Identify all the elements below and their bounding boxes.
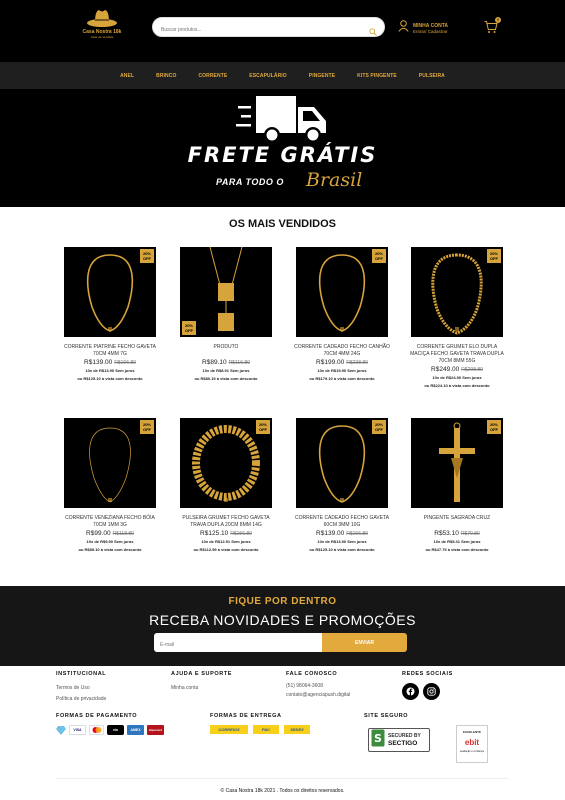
diamond-icon bbox=[56, 725, 66, 735]
product-installments: 10x de R$19.90 Sem juros bbox=[317, 368, 367, 373]
newsletter-submit-button[interactable]: ENVIAR bbox=[322, 633, 407, 652]
sectigo-line2: SECTIGO bbox=[388, 740, 418, 747]
facebook-icon[interactable] bbox=[402, 683, 419, 700]
account-subtitle: Entrar/ Cadastrar bbox=[413, 28, 448, 34]
nav-item-brinco[interactable]: BRINCO bbox=[156, 72, 177, 79]
product-cash-price: ou R$89.10 à vista com desconto bbox=[78, 547, 142, 552]
product-name[interactable]: CORRENTE CADEADO FECHO CANHÃO 70CM 4MM 24G bbox=[294, 344, 390, 357]
product-price-row bbox=[292, 530, 392, 537]
product-old-price: R$118.80 bbox=[112, 531, 134, 537]
product-price-row bbox=[60, 530, 160, 537]
site-footer bbox=[0, 666, 565, 800]
newsletter-section bbox=[0, 586, 565, 666]
footer-link-minha-conta[interactable]: Minha conta bbox=[171, 685, 199, 691]
product-image[interactable] bbox=[64, 247, 156, 337]
product-installments: 10x de R$9.90 Sem juros bbox=[86, 539, 134, 544]
product-grid bbox=[0, 247, 565, 582]
newsletter-headline: RECEBA NOVIDADES E PROMOÇÕES bbox=[149, 612, 416, 628]
ebit-seal[interactable] bbox=[456, 725, 488, 763]
footer-pagamento-title: FORMAS DE PAGAMENTO bbox=[56, 713, 138, 719]
product-price: R$89.10 bbox=[202, 359, 227, 366]
nav-item-pulseira[interactable]: PULSEIRA bbox=[418, 72, 445, 79]
product-card[interactable] bbox=[292, 418, 392, 552]
payment-amex: AMEX bbox=[127, 725, 144, 735]
product-image[interactable] bbox=[411, 247, 503, 337]
instagram-icon[interactable] bbox=[423, 683, 440, 700]
footer-phone: (51) 98064-3608 bbox=[286, 683, 323, 689]
ebit-logo: ebit bbox=[464, 738, 480, 747]
ebit-top: EXCELENTE bbox=[462, 730, 481, 734]
footer-ajuda-title: AJUDA E SUPORTE bbox=[171, 671, 233, 677]
product-image[interactable] bbox=[296, 247, 388, 337]
product-image[interactable] bbox=[411, 418, 503, 508]
newsletter-email-field bbox=[154, 633, 322, 652]
product-installments: 10x de R$12.51 Sem juros bbox=[201, 539, 251, 544]
discount-badge: 20% OFF bbox=[182, 321, 196, 335]
banner-subtitle: PARA TODO O bbox=[216, 177, 284, 187]
product-price: R$139.00 bbox=[84, 359, 113, 366]
nav-item-kits-pingente[interactable]: KITS PINGENTE bbox=[357, 72, 397, 79]
product-installments: 10x de R$13.90 Sem juros bbox=[85, 368, 135, 373]
product-cash-price: ou R$224.10 à vista com desconto bbox=[424, 383, 490, 388]
product-price-row bbox=[292, 359, 392, 366]
svg-text:S: S bbox=[374, 731, 382, 745]
search-icon[interactable] bbox=[369, 23, 377, 31]
product-old-price: R$156.80 bbox=[230, 531, 252, 537]
product-card[interactable] bbox=[407, 247, 507, 388]
product-cash-price: ou R$47.79 à vista com desconto bbox=[425, 547, 489, 552]
social-links bbox=[402, 683, 440, 700]
footer-email-link[interactable]: contato@agenciapush.digital bbox=[286, 692, 351, 698]
product-card[interactable] bbox=[407, 418, 507, 552]
cart-count-badge: 0 bbox=[496, 17, 500, 22]
product-old-price: R$298.80 bbox=[461, 367, 483, 373]
product-installments: 10x de R$8.91 Sem juros bbox=[202, 368, 250, 373]
account-link[interactable] bbox=[398, 19, 448, 37]
product-card[interactable] bbox=[60, 247, 160, 381]
banner-script-word: Brasil bbox=[306, 169, 363, 191]
footer-entrega-title: FORMAS DE ENTREGA bbox=[210, 713, 282, 719]
product-price: R$99.00 bbox=[86, 530, 111, 537]
cart-icon bbox=[484, 21, 498, 38]
nav-item-anel[interactable]: ANEL bbox=[120, 72, 135, 79]
newsletter-email-input[interactable] bbox=[154, 636, 322, 655]
logo-tagline: Joias de Verdade bbox=[90, 35, 114, 39]
product-image[interactable] bbox=[296, 418, 388, 508]
discount-badge: 20% OFF bbox=[256, 420, 270, 434]
product-name[interactable]: CORRENTE CADEADO FECHO GAVETA 60CM 3MM 10G bbox=[295, 515, 389, 528]
free-shipping-banner[interactable] bbox=[0, 89, 565, 207]
brand-logo[interactable] bbox=[80, 6, 124, 58]
nav-item-pingente[interactable]: PINGENTE bbox=[308, 72, 336, 79]
cowboy-hat-icon bbox=[86, 6, 118, 28]
product-name[interactable]: CORRENTE GRUMET ELO DUPLA MACIÇA FECHO GAVETA TRAVA DUPLA 70CM 8MM 55G bbox=[410, 344, 504, 364]
search-bar bbox=[152, 17, 385, 37]
shipping-correios: CORREIOS bbox=[210, 725, 248, 734]
product-price-row bbox=[407, 530, 507, 537]
product-price: R$125.10 bbox=[200, 530, 229, 537]
category-nav bbox=[0, 62, 565, 89]
site-header bbox=[0, 0, 565, 62]
product-card[interactable] bbox=[176, 247, 276, 381]
payment-methods bbox=[56, 725, 164, 735]
product-old-price: R$238.80 bbox=[346, 360, 368, 366]
logo-brand-text: Casa Nostra 18k bbox=[82, 29, 122, 35]
user-icon bbox=[398, 19, 409, 37]
product-image[interactable] bbox=[180, 418, 272, 508]
sectigo-shield-icon bbox=[371, 729, 385, 752]
nav-item-corrente[interactable]: CORRENTE bbox=[198, 72, 228, 79]
discount-badge: 20% OFF bbox=[372, 249, 386, 263]
shipping-sedex: SEDEX bbox=[284, 725, 310, 734]
copyright: © Casa Nostra 18k 2021 . Todos os direitos reservados. bbox=[220, 788, 345, 794]
mastercard-icon bbox=[89, 725, 104, 735]
product-name[interactable]: PULSEIRA GRUMET FECHO GAVETA TRAVA DUPLA 20CM 8MM 14G bbox=[182, 515, 270, 528]
newsletter-kicker: FIQUE POR DENTRO bbox=[228, 596, 337, 607]
best-sellers-title: OS MAIS VENDIDOS bbox=[229, 218, 336, 230]
product-price-row bbox=[176, 530, 276, 537]
product-card[interactable] bbox=[60, 418, 160, 552]
discount-badge: 20% OFF bbox=[487, 249, 501, 263]
discount-badge: 20% OFF bbox=[140, 249, 154, 263]
product-name[interactable]: PINGENTE SAGRADA CRUZ bbox=[423, 515, 491, 521]
payment-hipercard: Hipercard bbox=[147, 725, 164, 735]
product-name[interactable]: CORRENTE VENEZIANA FECHO BÓIA 70CM 1MM 3G bbox=[65, 515, 155, 528]
product-card[interactable] bbox=[176, 418, 276, 552]
product-name[interactable]: PRODUTO bbox=[213, 344, 239, 350]
product-name[interactable]: CORRENTE PIATRINE FECHO GAVETA 70CM 4MM 7G bbox=[64, 344, 156, 357]
shipping-methods bbox=[210, 725, 310, 734]
product-image[interactable] bbox=[180, 247, 272, 337]
product-old-price: R$166.80 bbox=[346, 531, 368, 537]
product-old-price: R$70.80 bbox=[460, 531, 480, 537]
product-price-row bbox=[407, 366, 507, 373]
discount-badge: 20% OFF bbox=[487, 420, 501, 434]
product-installments: 10x de R$5.31 Sem juros bbox=[433, 539, 481, 544]
footer-link-termos[interactable]: Termos de Uso bbox=[56, 685, 90, 691]
product-installments: 10x de R$24.90 Sem juros bbox=[432, 375, 482, 380]
product-cash-price: ou R$125.10 à vista com desconto bbox=[309, 547, 375, 552]
product-image[interactable] bbox=[64, 418, 156, 508]
nav-item-escapulario[interactable]: ESCAPULÁRIO bbox=[249, 72, 287, 79]
product-old-price: R$116.80 bbox=[228, 360, 250, 366]
discount-badge: 20% OFF bbox=[140, 420, 154, 434]
product-card[interactable] bbox=[292, 247, 392, 381]
product-cash-price: ou R$80.19 à vista com desconto bbox=[194, 376, 258, 381]
truck-icon bbox=[236, 93, 331, 145]
product-cash-price: ou R$125.10 à vista com desconto bbox=[77, 376, 143, 381]
payment-elo: elo bbox=[107, 725, 124, 735]
ebit-bottom: avaliação e confiança bbox=[459, 750, 485, 753]
product-price: R$139.00 bbox=[316, 530, 345, 537]
sectigo-line1: SECURED BY bbox=[388, 733, 421, 739]
product-price: R$53.10 bbox=[434, 530, 459, 537]
banner-title: FRETE GRÁTIS bbox=[187, 143, 378, 167]
product-cash-price: ou R$179.10 à vista com desconto bbox=[309, 376, 375, 381]
footer-redes-title: REDES SOCIAIS bbox=[402, 671, 453, 677]
footer-link-privacidade[interactable]: Política de privacidade bbox=[56, 696, 107, 702]
sectigo-seal[interactable] bbox=[368, 728, 430, 752]
product-price-row bbox=[176, 359, 276, 366]
footer-institucional-title: INSTITUCIONAL bbox=[56, 671, 107, 677]
account-title: MINHA CONTA bbox=[413, 22, 448, 29]
product-cash-price: ou R$112.59 à vista com desconto bbox=[193, 547, 259, 552]
product-old-price: R$166.80 bbox=[114, 360, 136, 366]
footer-contato-title: FALE CONOSCO bbox=[286, 671, 338, 677]
product-installments: 10x de R$13.90 Sem juros bbox=[317, 539, 367, 544]
footer-divider bbox=[56, 778, 509, 779]
footer-seguro-title: SITE SEGURO bbox=[364, 713, 409, 719]
product-price: R$199.00 bbox=[316, 359, 345, 366]
product-price-row bbox=[60, 359, 160, 366]
shipping-pac: PAC bbox=[253, 725, 279, 734]
cart-button[interactable] bbox=[484, 17, 500, 34]
product-price: R$249.00 bbox=[431, 366, 460, 373]
payment-visa: VISA bbox=[69, 725, 86, 735]
discount-badge: 20% OFF bbox=[372, 420, 386, 434]
search-input[interactable] bbox=[153, 21, 353, 39]
